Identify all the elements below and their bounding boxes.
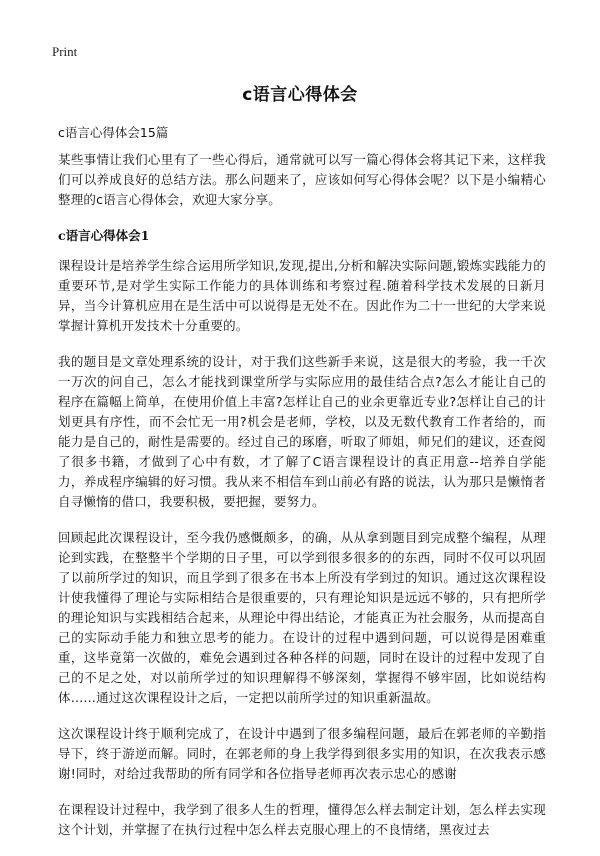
intro-paragraph: 某些事情让我们心里有了一些心得后，通常就可以写一篇心得体会将其记下来，这样我们可以养成良好的总结方法。那么问题来了，应该如何写心得体会呢？以下是小编精心整理的c语言心得体会，欢迎大家分享。 (58, 152, 546, 207)
document-body (58, 150, 546, 856)
body-paragraph: 回顾起此次课程设计，至今我仍感慨颇多，的确，从从拿到题目到完成整个编程，从理论到实践，在整整半个学期的日子里，可以学到很多很多的的东西，同时不仅可以巩固了以前所学过的知识，而且学到了很多在书本上所没有学到过的知识。通过这次课程设计使我懂得了理论与实际相结合是很重要的，只有理论知识是远远不够的，只有把所学的理论知识与实践相结合起来，从理论中得出结论，才能真正为社会服务，从而提高自己的实际动手能力和独立思考的能力。在设计的过程中遇到问题，可以说得是困难重重，这毕竟第一次做的，难免会遇到过各种各样的问题，同时在设计的过程中发现了自己的不足之处，对以前所学过的知识理解得不够深刻，掌握得不够牢固，比如说结构体……通过这次课程设计之后，一定把以前所学过的知识重新温故。 (58, 530, 546, 705)
body-paragraph: 这次课程设计终于顺利完成了，在设计中遇到了很多编程问题，最后在郭老师的辛勤指导下，终于游逆而解。同时，在郭老师的身上我学得到很多实用的知识，在次我表示感谢!同时，对给过我帮助的所有同学和各位指导老师再次表示忠心的感谢 (58, 726, 546, 781)
document-subtitle: c语言心得体会15篇 (58, 125, 169, 140)
section-heading: c语言心得体会1 (58, 228, 150, 243)
print-link[interactable]: Print (52, 44, 78, 59)
body-paragraph: 在课程设计过程中，我学到了很多人生的哲理，懂得怎么样去制定计划，怎么样去实现这个计划，并掌握了在执行过程中怎么样去克服心理上的不良情绪，黑夜过去 (58, 802, 546, 837)
body-paragraph: 我的题目是文章处理系统的设计，对于我们这些新手来说，这是很大的考验，我一千次一万次的问自己，怎么才能找到课堂所学与实际应用的最佳结合点?怎么才能让自己的程序在篇幅上简单，在使用价值上丰富?怎样让自己的业余更靠近专业?怎样让自己的计划更具有序性，而不会忙无一用?机会是老师，学校，以及无数代教育工作者给的，而能力是自己的，耐性是需要的。经过自己的琢磨，听取了师姐，师兄们的建议，还查阅了很多书籍，才做到了心中有数，才了解了C语言课程设计的真正用意--培养自学能力，养成程序编辑的好习惯。我从来不相信车到山前必有路的说法，认为那只是懒惰者自寻懒惰的借口，我要积极，要把握，要努力。 (58, 354, 546, 509)
page-title: c语言心得体会 (242, 85, 358, 105)
body-paragraph: 课程设计是培养学生综合运用所学知识,发现,提出,分析和解决实际问题,锻炼实践能力的重要环节,是对学生实际工作能力的具体训练和考察过程.随着科学技术发展的日新月异，当今计算机应用在是生活中可以说得是无处不在。因此作为二十一世纪的大学来说掌握计算机开发技术十分重要的。 (58, 258, 546, 333)
